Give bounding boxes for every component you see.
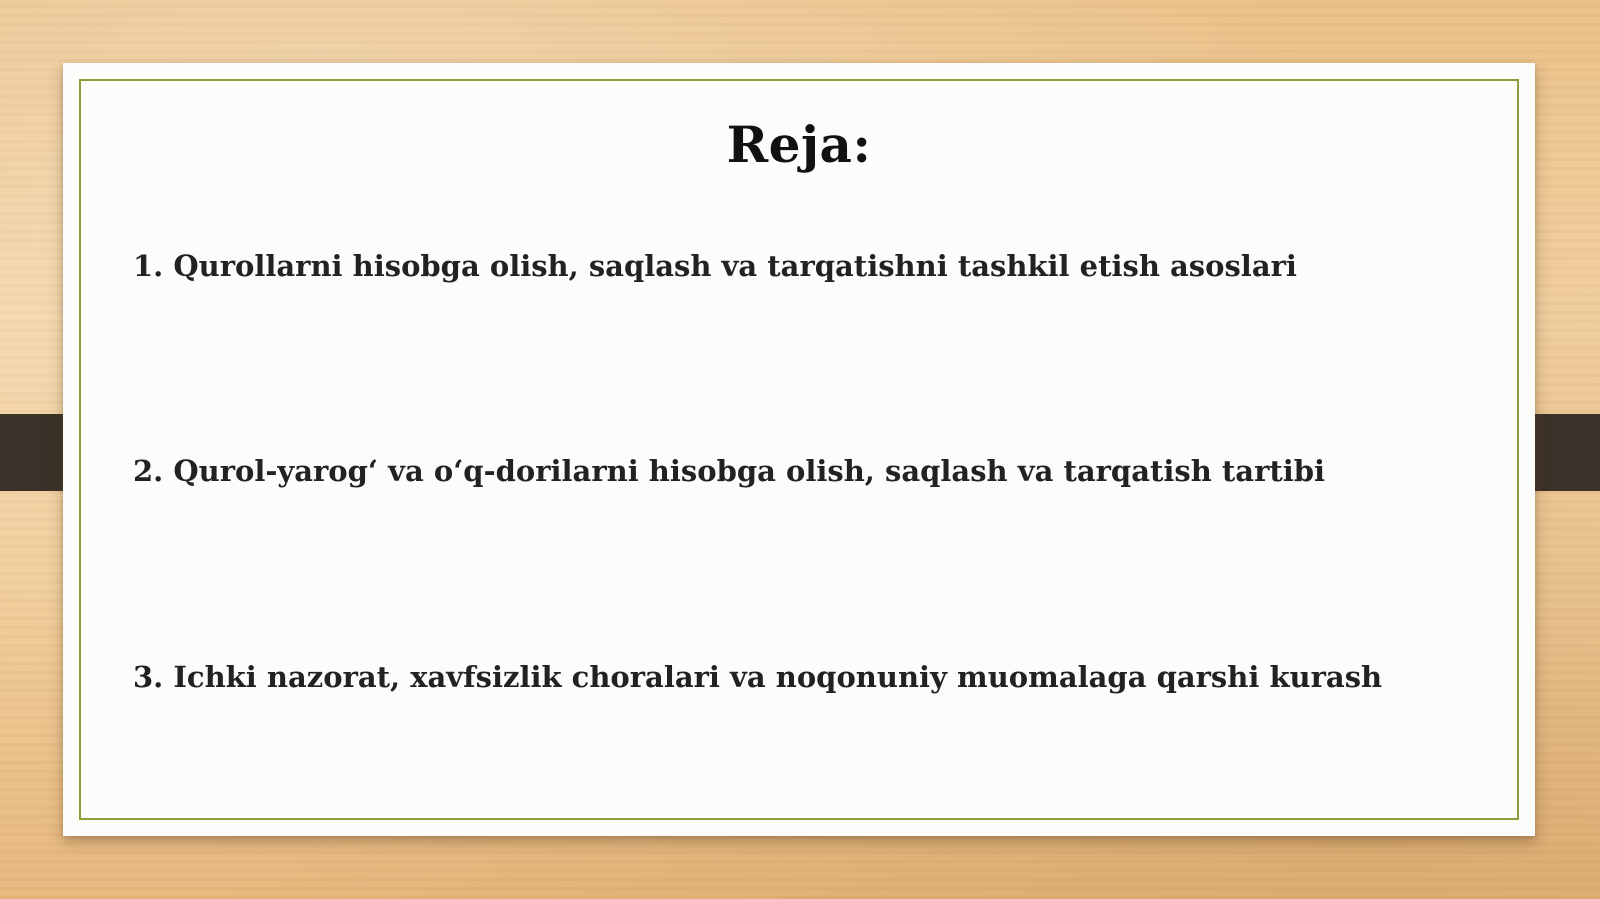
slide: [63, 63, 1535, 836]
slide-frame: [79, 79, 1519, 820]
slide-title: Reja:: [726, 115, 872, 174]
plan-item-2: 2. Qurol-yarog‘ va o‘q-dorilarni hisobga olish, saqlash va tarqatish tartibi: [133, 454, 1326, 488]
plan-item-1: 1. Qurollarni hisobga olish, saqlash va tarqatishni tashkil etish asoslari: [133, 249, 1297, 283]
plan-item-3: 3. Ichki nazorat, xavfsizlik choralari va noqonuniy muomalaga qarshi kurash: [133, 660, 1383, 694]
